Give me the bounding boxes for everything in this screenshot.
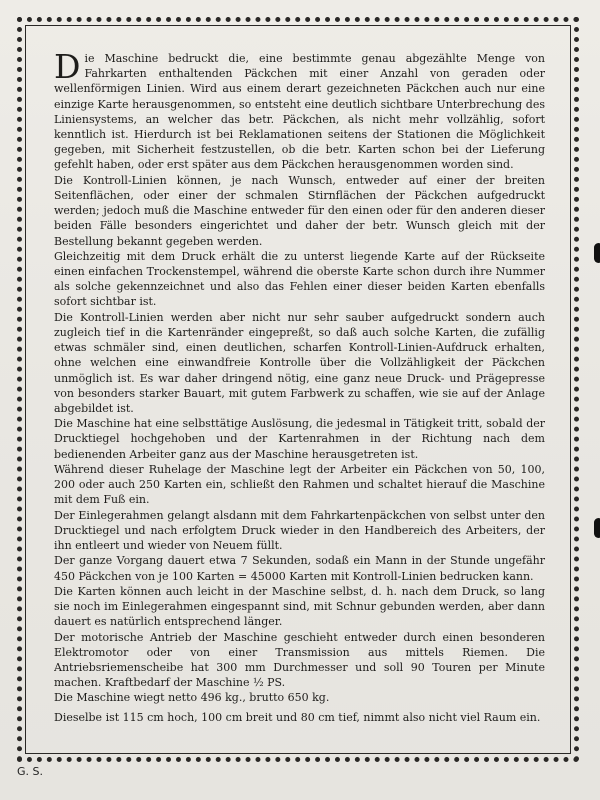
footer-initials: G. S.	[17, 765, 43, 778]
paragraph: Die Kontroll-Linien werden aber nicht nur sehr sauber aufgedruckt sondern auch zugleich tief in die Kartenränder eingepreßt, so daß auch solche Karten, die zufällig etwas schmäler sind, einen deutlichen, scharfen Kontroll-Linien-Aufdruck erhalten, ohne welchen eine einwandfreie Kontrolle über die Vollzähligkeit der Päckchen unmöglich ist. Es war daher dringend nötig, eine ganz neue Druck- und Prägepresse von besonders starker Bauart, mit gutem Farbwerk zu schaffen, wie sie auf der Anlage abgebildet ist.	[54, 310, 545, 415]
drop-cap-initial: D	[54, 51, 81, 86]
paragraph: Der ganze Vorgang dauert etwa 7 Sekunden, sodaß ein Mann in der Stunde ungefähr 450 Päckchen von je 100 Karten = 45000 Karten mit Kontroll-Linien bedrucken kann.	[54, 554, 545, 583]
document-body	[54, 51, 545, 741]
paragraph: Während dieser Ruhelage der Maschine legt der Arbeiter ein Päckchen von 50, 100, 200 oder auch 250 Karten ein, schließt den Rahmen und schaltet hierauf die Maschine mit dem Fuß ein.	[54, 462, 545, 507]
paragraph: Die Maschine hat eine selbsttätige Auslösung, die jedesmal in Tätigkeit tritt, sobald der Drucktiegel hochgehoben und der Kartenrahmen in der Richtung nach dem bedienenden Arbeiter ganz aus der Maschine herausgetreten ist.	[54, 417, 545, 461]
punch-hole-lower	[594, 518, 600, 538]
paragraph: Die Maschine wiegt netto 496 kg., brutto 650 kg.	[54, 691, 330, 705]
paragraph-text: ie Maschine bedruckt die, eine bestimmte genau abgezählte Menge von Fahrkarten enthaltenden Päckchen mit einer Anzahl von geraden oder wellenförmigen Linien. Wird aus einem derart gezeichneten Päckchen auch nur eine einzige Karte herausgenommen, so entsteht eine deutlich sichtbare Unterbrechung des Liniensystems, an welcher das betr. Päckchen, als nicht mehr vollzählig, sofort kenntlich ist. Hierdurch ist bei Reklamationen seitens der Stationen die Möglichkeit gegeben, mit Sicherheit festzustellen, ob die betr. Karten schon bei der Lieferung gefehlt haben, oder erst später aus dem Päckchen herausgenommen worden sind.	[54, 52, 545, 172]
punch-hole-upper	[594, 243, 600, 263]
paragraph	[54, 51, 545, 173]
paragraph: Dieselbe ist 115 cm hoch, 100 cm breit und 80 cm tief, nimmt also nicht viel Raum ein.	[54, 710, 541, 724]
paragraph: Der Einlegerahmen gelangt alsdann mit dem Fahrkartenpäckchen von selbst unter den Drucktiegel und nach erfolgtem Druck wieder in den Handbereich des Arbeiters, der ihn entleert und wieder von Neuem füllt.	[54, 508, 545, 553]
paragraph: Die Kontroll-Linien können, je nach Wunsch, entweder auf einer der breiten Seitenflächen, oder einer der schmalen Stirnflächen der Päckchen aufgedruckt werden; jedoch muß die Maschine entweder für den einen oder für den anderen dieser beiden Fälle besonders eingerichtet und daher der betr. Wunsch gleich mit der Bestellung bekannt gegeben werden.	[54, 173, 545, 248]
paragraph: Der motorische Antrieb der Maschine geschieht entweder durch einen besonderen Elektromotor oder von einer Transmission aus mittels Riemen. Die Antriebsriemenscheibe hat 300 mm Durchmesser und soll 90 Touren per Minute machen. Kraftbedarf der Maschine ½ PS.	[54, 630, 545, 690]
paragraph: Die Karten können auch leicht in der Maschine selbst, d. h. nach dem Druck, so lang sie noch im Einlegerahmen eingespannt sind, mit Schnur gebunden werden, aber dann dauert es natürlich entsprechend länger.	[54, 584, 545, 629]
paragraph: Gleichzeitig mit dem Druck erhält die zu unterst liegende Karte auf der Rückseite einen einfachen Trockenstempel, während die oberste Karte schon durch ihre Nummer als solche gekennzeichnet und also das Fehlen einer dieser beiden Karten ebenfalls sofort sichtbar ist.	[54, 249, 545, 309]
